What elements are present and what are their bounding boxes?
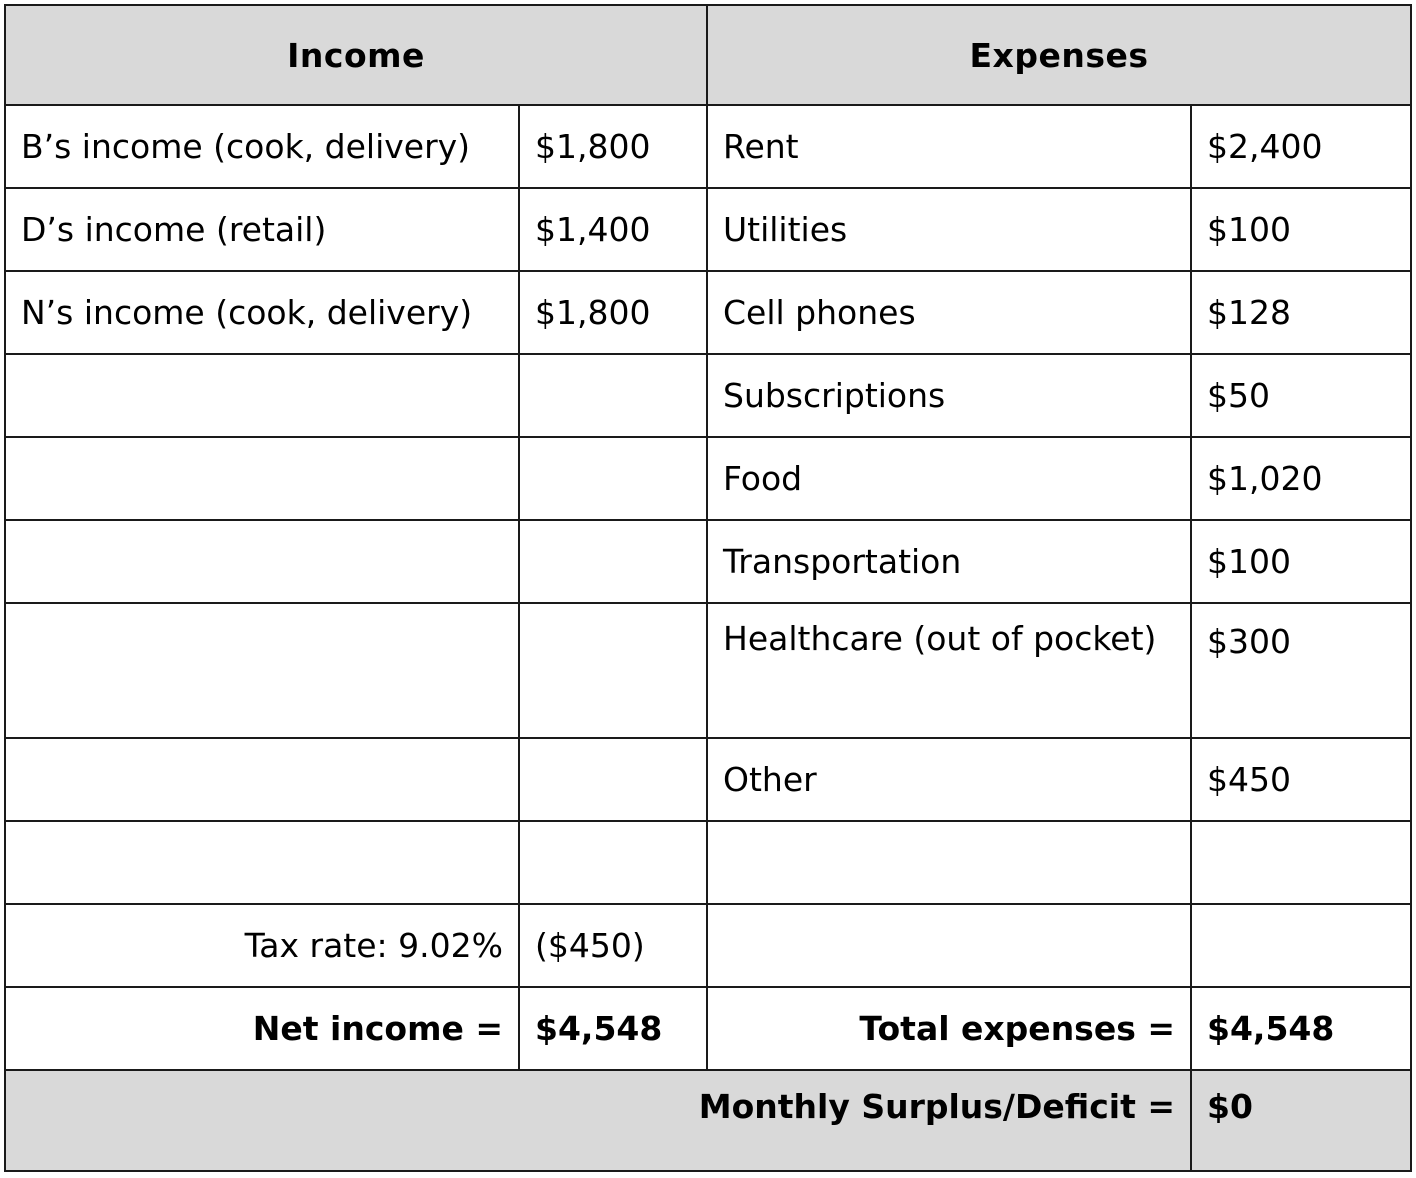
income-value	[519, 520, 707, 603]
table-row	[5, 271, 1411, 354]
expense-label: Cell phones	[707, 271, 1191, 354]
expense-value: $450	[1191, 738, 1411, 821]
tax-rate-label: Tax rate: 9.02%	[5, 904, 519, 987]
income-label	[5, 821, 519, 904]
income-label: D’s income (retail)	[5, 188, 519, 271]
surplus-deficit-label: Monthly Surplus/Deficit =	[5, 1070, 1191, 1171]
expense-value: $100	[1191, 520, 1411, 603]
income-label: N’s income (cook, delivery)	[5, 271, 519, 354]
total-expenses-value: $4,548	[1191, 987, 1411, 1070]
income-value	[519, 354, 707, 437]
table-row	[5, 105, 1411, 188]
expense-label: Healthcare (out of pocket)	[707, 603, 1191, 738]
total-expenses-label: Total expenses =	[707, 987, 1191, 1070]
income-value	[519, 821, 707, 904]
income-value	[519, 437, 707, 520]
income-label	[5, 354, 519, 437]
income-label	[5, 603, 519, 738]
surplus-deficit-value: $0	[1191, 1070, 1411, 1171]
expense-label: Utilities	[707, 188, 1191, 271]
expense-value: $1,020	[1191, 437, 1411, 520]
expense-value: $128	[1191, 271, 1411, 354]
tax-row	[5, 904, 1411, 987]
net-income-label: Net income =	[5, 987, 519, 1070]
income-label: B’s income (cook, delivery)	[5, 105, 519, 188]
income-value: $1,400	[519, 188, 707, 271]
header-row	[5, 5, 1411, 105]
table-row	[5, 603, 1411, 738]
expense-value: $2,400	[1191, 105, 1411, 188]
expense-value	[1191, 821, 1411, 904]
expense-label: Transportation	[707, 520, 1191, 603]
tax-value: ($450)	[519, 904, 707, 987]
income-value: $1,800	[519, 271, 707, 354]
net-income-value: $4,548	[519, 987, 707, 1070]
expense-label: Subscriptions	[707, 354, 1191, 437]
expense-value: $100	[1191, 188, 1411, 271]
table-row	[5, 821, 1411, 904]
empty-cell	[1191, 904, 1411, 987]
table-row	[5, 354, 1411, 437]
expenses-header: Expenses	[707, 5, 1411, 105]
income-label	[5, 437, 519, 520]
expense-label: Other	[707, 738, 1191, 821]
budget-table	[4, 4, 1412, 1172]
income-value	[519, 738, 707, 821]
income-header: Income	[5, 5, 707, 105]
table-row	[5, 437, 1411, 520]
table-row	[5, 520, 1411, 603]
income-value	[519, 603, 707, 738]
totals-row	[5, 987, 1411, 1070]
expense-label: Food	[707, 437, 1191, 520]
empty-cell	[707, 904, 1191, 987]
income-value: $1,800	[519, 105, 707, 188]
income-label	[5, 738, 519, 821]
expense-label	[707, 821, 1191, 904]
expense-label: Rent	[707, 105, 1191, 188]
income-label	[5, 520, 519, 603]
summary-row	[5, 1070, 1411, 1171]
expense-value: $300	[1191, 603, 1411, 738]
table-row	[5, 738, 1411, 821]
table-row	[5, 188, 1411, 271]
expense-value: $50	[1191, 354, 1411, 437]
